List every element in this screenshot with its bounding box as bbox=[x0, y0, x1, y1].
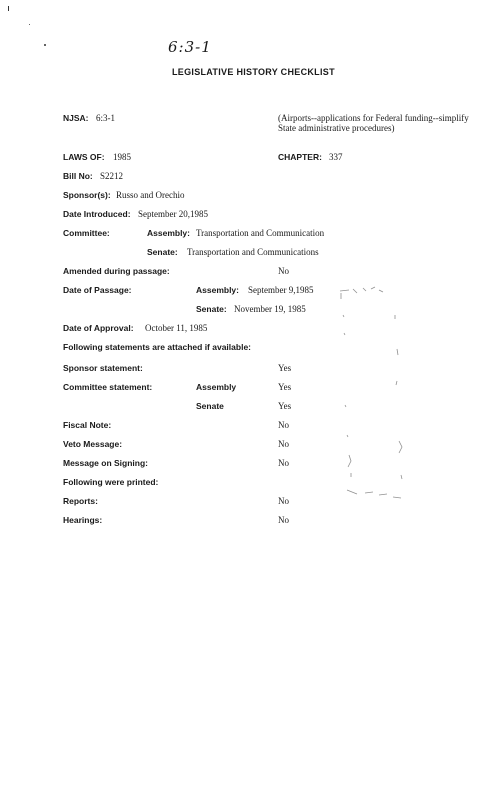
scan-speck bbox=[8, 6, 9, 11]
committee-assembly-label: Assembly: bbox=[147, 228, 190, 238]
sponsor-statement-value: Yes bbox=[278, 363, 292, 373]
bill-no-label: Bill No: bbox=[63, 171, 93, 181]
hearings-label: Hearings: bbox=[63, 515, 103, 525]
scan-speck bbox=[29, 24, 30, 25]
committee-label: Committee: bbox=[63, 228, 110, 238]
chapter-value: 337 bbox=[329, 152, 343, 162]
date-of-approval-label: Date of Approval: bbox=[63, 323, 134, 333]
fiscal-note-value: No bbox=[278, 420, 289, 430]
committee-assembly-value: Transportation and Communication bbox=[196, 228, 325, 238]
committee-statement-label: Committee statement: bbox=[63, 382, 153, 392]
bill-description: (Airports--applications for Federal funding--simplify State administrative procedures) bbox=[278, 113, 469, 133]
veto-message-label: Veto Message: bbox=[63, 439, 123, 449]
njsa-label: NJSA: bbox=[63, 113, 89, 123]
sponsors-label: Sponsor(s): bbox=[63, 190, 111, 200]
njsa-value: 6:3-1 bbox=[96, 113, 115, 123]
passage-assembly-label: Assembly: bbox=[196, 285, 239, 295]
committee-statement-assembly-value: Yes bbox=[278, 382, 292, 392]
laws-of-value: 1985 bbox=[113, 152, 131, 162]
committee-statement-assembly-label: Assembly bbox=[196, 382, 237, 392]
date-of-approval-value: October 11, 1985 bbox=[145, 323, 208, 333]
date-introduced-label: Date Introduced: bbox=[63, 209, 131, 219]
veto-message-value: No bbox=[278, 439, 289, 449]
reports-value: No bbox=[278, 496, 289, 506]
amended-label: Amended during passage: bbox=[63, 266, 170, 276]
sponsors-value: Russo and Orechio bbox=[116, 190, 185, 200]
scan-speck bbox=[44, 44, 46, 46]
committee-senate-label: Senate: bbox=[147, 247, 178, 257]
document-title: LEGISLATIVE HISTORY CHECKLIST bbox=[172, 67, 335, 77]
attached-statements-heading: Following statements are attached if available: bbox=[63, 342, 251, 352]
fiscal-note-label: Fiscal Note: bbox=[63, 420, 112, 430]
passage-senate-label: Senate: bbox=[196, 304, 227, 314]
faint-stamp-marks bbox=[335, 285, 415, 515]
amended-value: No bbox=[278, 266, 289, 276]
reports-label: Reports: bbox=[63, 496, 98, 506]
sponsor-statement-label: Sponsor statement: bbox=[63, 363, 143, 373]
bill-no-value: S2212 bbox=[100, 171, 124, 181]
committee-senate-value: Transportation and Communications bbox=[187, 247, 319, 257]
chapter-label: CHAPTER: bbox=[278, 152, 322, 162]
date-of-passage-label: Date of Passage: bbox=[63, 285, 132, 295]
laws-of-label: LAWS OF: bbox=[63, 152, 105, 162]
date-introduced-value: September 20,1985 bbox=[138, 209, 208, 219]
printed-heading: Following were printed: bbox=[63, 477, 159, 487]
committee-statement-senate-value: Yes bbox=[278, 401, 292, 411]
committee-statement-senate-label: Senate bbox=[196, 401, 224, 411]
hearings-value: No bbox=[278, 515, 289, 525]
passage-senate-value: November 19, 1985 bbox=[234, 304, 306, 314]
message-on-signing-value: No bbox=[278, 458, 289, 468]
passage-assembly-value: September 9,1985 bbox=[248, 285, 314, 295]
handwritten-number: 6:3-1 bbox=[168, 38, 212, 56]
message-on-signing-label: Message on Signing: bbox=[63, 458, 149, 468]
